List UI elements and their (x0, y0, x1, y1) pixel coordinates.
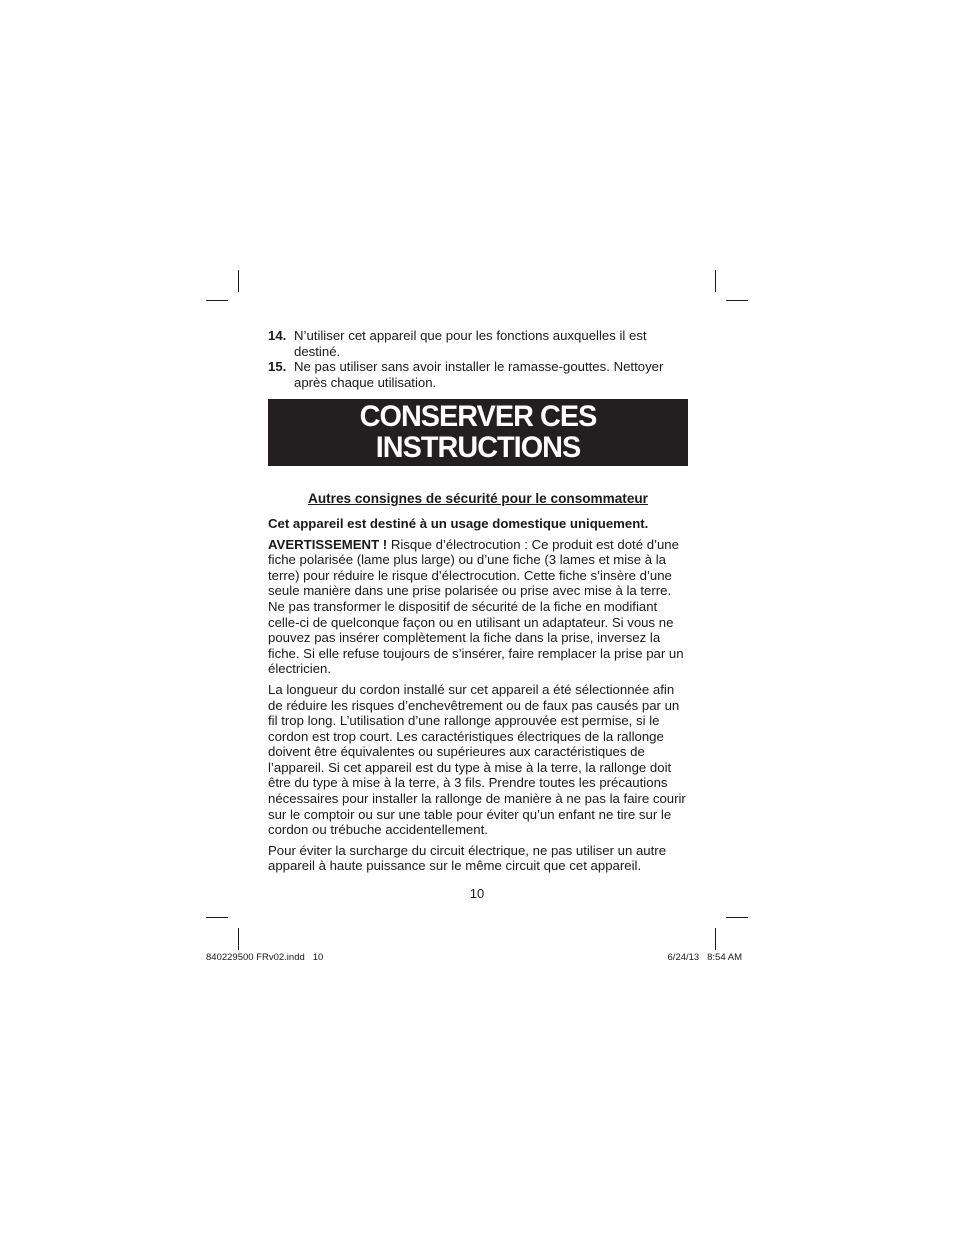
crop-mark-bottom-right-vertical (715, 928, 716, 950)
banner-line-1: CONSERVER CES (359, 400, 597, 434)
list-number: 15. (268, 359, 287, 375)
section-heading: Autres consignes de sécurité pour le consommateur (308, 491, 648, 507)
list-number: 14. (268, 328, 287, 343)
circuit-paragraph: Pour éviter la surcharge du circuit électrique, ne pas utiliser un autre appareil à haute puissance sur le même circuit que cet appareil. (268, 842, 667, 874)
lead-statement: Cet appareil est destiné à un usage domestique uniquement. (268, 515, 649, 531)
crop-mark-top-left-vertical (238, 270, 239, 292)
cord-paragraph: La longueur du cordon installé sur cet appareil a été sélectionnée afin de réduire les risques d’enchevêtrement ou de faux pas causés par un fil trop long. L’utilisation d’une rallonge approuvée est permise, si le cordon est trop court. Les caractéristiques électriques de la rallonge doivent être équivalentes ou supérieures aux caractéristiques de l’appareil. Si cet appareil est du type à mise à la terre, la rallonge doit être du type à mise à la terre, à 3 fils. Prendre toutes les précautions nécessaires pour installer la rallonge de manière à ne pas la faire courir sur le comptoir ou sur une table pour éviter qu’un enfant ne tire sur le cordon ou trébuche accidentellement. (268, 681, 686, 838)
slug-date-time: 6/24/13 8:54 AM (667, 952, 742, 963)
list-item (268, 359, 688, 390)
banner-line-2: INSTRUCTIONS (375, 431, 581, 465)
list-item (268, 328, 688, 359)
page-content (268, 328, 688, 874)
conserver-banner (268, 399, 688, 466)
crop-mark-bottom-left-vertical (238, 928, 239, 950)
slug-file-info: 840229500 FRv02.indd 10 (206, 952, 324, 963)
warning-label: AVERTISSEMENT ! (268, 536, 388, 552)
page-number: 10 (469, 886, 485, 901)
warning-text: Risque d’électrocution : Ce produit est doté d’une fiche polarisée (lame plus large) ou d’une fiche (3 lames et mise à la terre) pour réduire le risque d’électrocution. Cette fiche s’insère d’une seule manière dans une prise polarisée ou prise avec mise à la terre. Ne pas transformer le dispositif de sécurité de la fiche en modifiant celle-ci de quelconque façon ou en utilisant un adaptateur. Si vous ne pouvez pas insérer complètement la fiche dans la prise, inversez la fiche. Si elle refuse toujours de s’insérer, faire remplacer la prise par un électricien. (268, 536, 684, 677)
crop-mark-top-left-horizontal (206, 300, 228, 301)
crop-mark-top-right-horizontal (726, 300, 748, 301)
crop-mark-bottom-right-horizontal (726, 917, 748, 918)
list-text: Ne pas utiliser sans avoir installer le ramasse-gouttes. Nettoyer après chaque utilisation. (294, 359, 664, 390)
list-text: N’utiliser cet appareil que pour les fonctions auxquelles il est destiné. (294, 328, 647, 359)
crop-mark-bottom-left-horizontal (206, 917, 228, 918)
crop-mark-top-right-vertical (715, 270, 716, 292)
warning-paragraph (268, 537, 688, 677)
